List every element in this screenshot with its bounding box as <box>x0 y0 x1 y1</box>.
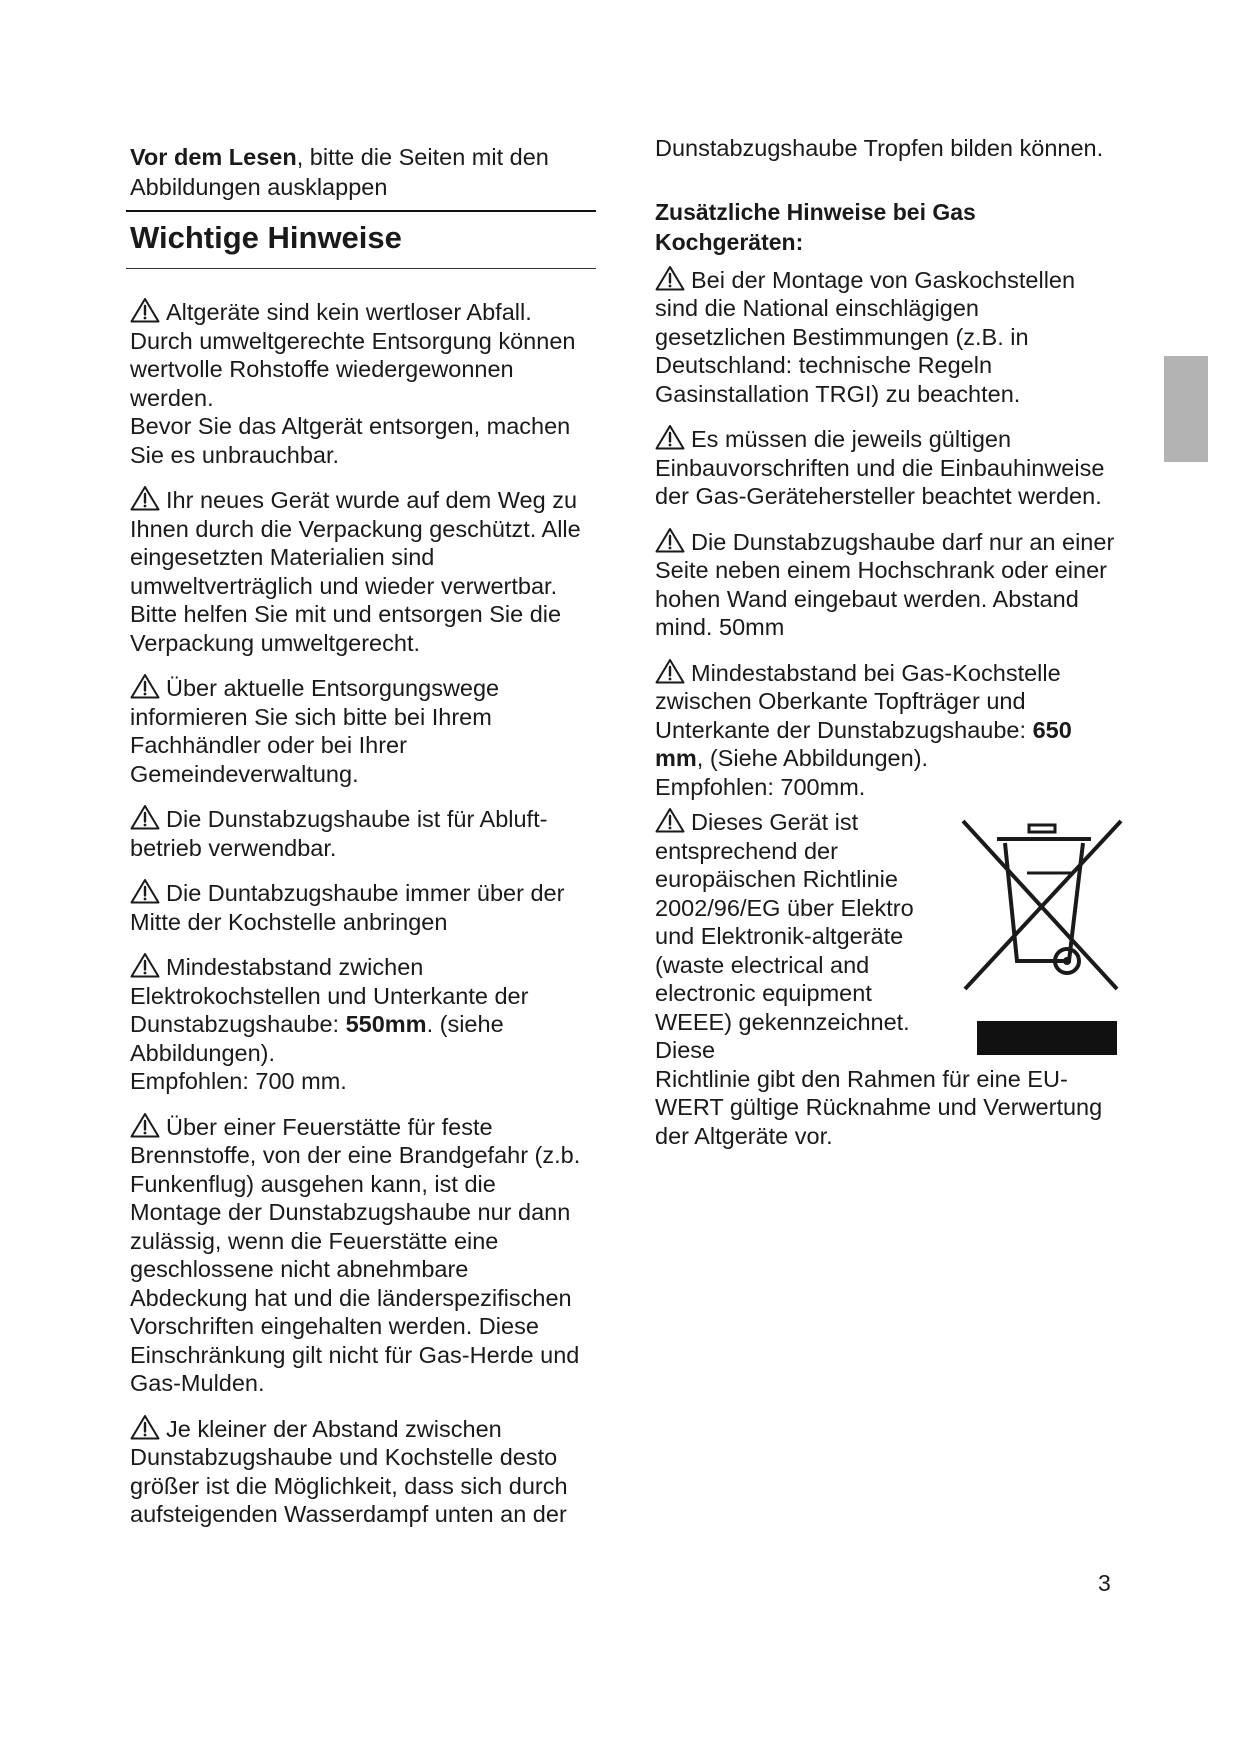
notice-item: Es müssen die jeweils gültigen Einbauvorschriften und die Einbauhinweise der Gas-Gerätehersteller beachtet werden. <box>655 426 1105 509</box>
notice-item: Die Dunstabzugshaube ist für Abluft-betrieb verwendbar. <box>130 806 548 861</box>
warning-icon <box>130 485 160 511</box>
weee-block <box>655 807 1115 1150</box>
notice-item-min-distance: Mindestabstand zwichen Elektrokochstellen und Unterkante der Dunstabzugshaube: 550mm. (siehe Abbildungen). Empfohlen: 700 mm. <box>130 954 529 1094</box>
warning-icon <box>655 265 685 291</box>
intro-bold: Vor dem Lesen <box>130 144 297 170</box>
notice-item: Altgeräte sind kein wertloser Abfall. Durch umweltgerechte Entsorgung können wertvolle Rohstoffe wiedergewonnen werden. Bevor Sie das Altgerät entsorgen, machen Sie es unbrauchbar. <box>130 299 576 468</box>
warning-icon <box>130 673 160 699</box>
page-number: 3 <box>1098 1570 1111 1596</box>
warning-icon <box>130 1414 160 1440</box>
weee-notice: Dieses Gerät ist entsprechend der europäischen Richtlinie 2002/96/EG über Elektro und Elektronik-altgeräte (waste electrical and electronic equipment WEEE) gekennzeichnet. Diese <box>655 809 914 1063</box>
intro-rest: , bitte die Seiten mit den Abbildungen ausklappen <box>130 144 549 200</box>
warning-icon <box>655 527 685 553</box>
intro-text <box>130 142 590 202</box>
notice-item-min-distance: Mindestabstand bei Gas-Kochstelle zwischen Oberkante Topfträger und Unterkante der Dunstabzugshaube: 650 mm, (Siehe Abbildungen). Empfohlen: 700mm. <box>655 659 1072 800</box>
warning-icon <box>655 658 685 684</box>
notice-item: Über einer Feuerstätte für feste Brennstoffe, von der eine Brandgefahr (z.b. Funkenflug) ausgehen kann, ist die Montage der Dunstabzugshaube nur dann zulässig, wenn die Feuerstätte eine geschlossene nicht abnehmbare Abdeckung hat und die länderspezifischen Vorschriften eingehalten werden. Diese Einschränkung gilt nicht für Gas-Herde und Gas-Mulden. <box>130 1113 581 1396</box>
warning-icon <box>130 1112 160 1138</box>
notice-item: Die Dunstabzugshaube darf nur an einer Seite neben einem Hochschrank oder einer hohen Wand eingebaut werden. Abstand mind. 50mm <box>655 528 1115 640</box>
notice-item: Über aktuelle Entsorgungswege informieren Sie sich bitte bei Ihrem Fachhändler oder bei Ihrer Gemeindeverwaltung. <box>130 675 500 787</box>
section-tab-marker <box>1164 356 1208 462</box>
warning-icon <box>655 807 685 833</box>
notice-item: Ihr neues Gerät wurde auf dem Weg zu Ihnen durch die Verpackung geschützt. Alle eingesetzten Materialien sind umweltverträglich und wieder verwertbar. Bitte helfen Sie mit und entsorgen Sie die Verpackung umweltgerecht. <box>130 487 581 656</box>
weee-notice-continued: Richtlinie gibt den Rahmen für eine EU-WERT gültige Rücknahme und Verwertung der Altgeräte vor. <box>655 1065 1103 1149</box>
right-column <box>655 134 1115 1166</box>
heading-top-rule <box>126 210 596 212</box>
notice-item: Je kleiner der Abstand zwischen Dunstabzugshaube und Kochstelle desto größer ist die Möglichkeit, dass sich durch aufsteigenden Wasserdampf unten an der <box>130 1415 568 1527</box>
warning-icon <box>130 297 160 323</box>
warning-icon <box>130 804 160 830</box>
left-column <box>130 142 590 1545</box>
gas-subheading: Zusätzliche Hinweise bei Gas Kochgeräten: <box>655 198 976 255</box>
crossed-out-wheelie-bin-icon <box>957 811 1127 1061</box>
notice-item: Bei der Montage von Gaskochstellen sind die National einschlägigen gesetzlichen Bestimmungen (z.B. in Deutschland: technische Regeln Gasinstallation TRGI) zu beachten. <box>655 266 1076 407</box>
warning-icon <box>130 878 160 904</box>
warning-icon <box>655 424 685 450</box>
section-heading: Wichtige Hinweise <box>130 220 402 255</box>
warning-icon <box>130 952 160 978</box>
notice-item: Die Duntabzugshaube immer über der Mitte der Kochstelle anbringen <box>130 880 565 935</box>
continuation-text: Dunstabzugshaube Tropfen bilden können. <box>655 135 1104 161</box>
